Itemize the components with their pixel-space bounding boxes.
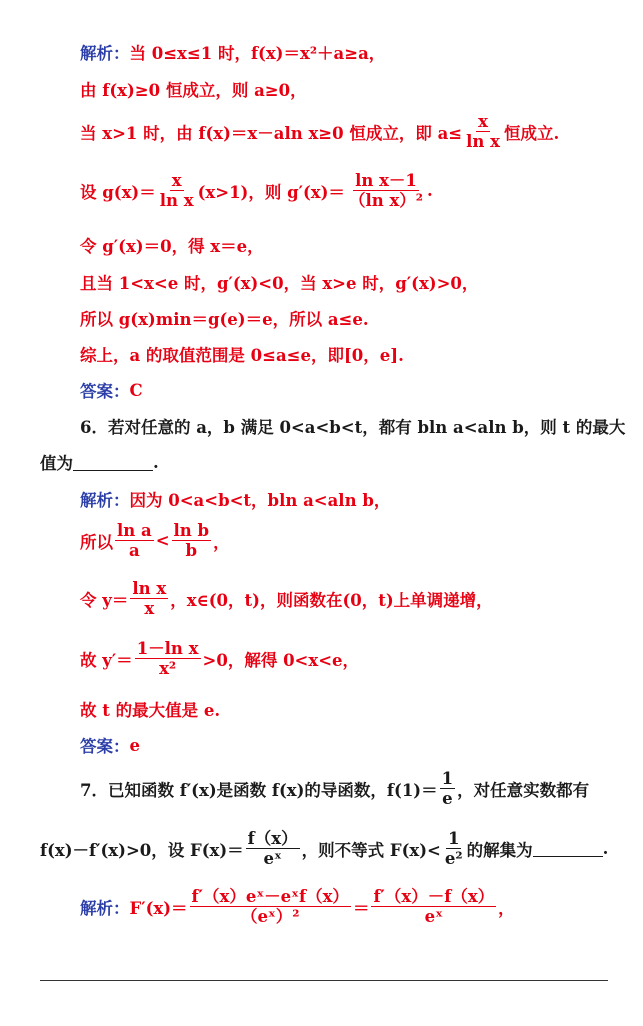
q7-sol-eq: ＝ [352, 898, 370, 918]
answer-value: e [129, 735, 140, 755]
fraction-denominator: b [185, 541, 198, 561]
q6-text-2: 值为 [40, 454, 73, 473]
q5-solution-line-5 [80, 233, 264, 257]
q7-sol-text-1a: F′(x)＝ [129, 898, 188, 918]
q6-question-line-1 [80, 414, 625, 438]
q7-solution-line-1 [80, 888, 515, 926]
fraction [371, 888, 496, 926]
fraction-numerator: ln x [132, 579, 167, 598]
fraction-denominator: eˣ [263, 849, 282, 869]
q6-sol-text-2mid: < [155, 531, 170, 551]
fraction-numerator: f′（x）eˣ－eˣf（x） [191, 887, 349, 906]
q6-sol-text-4a: 故 y′＝ [80, 650, 133, 670]
fraction-numerator: x [171, 171, 182, 190]
page-footer-rule [40, 980, 608, 981]
answer-value: C [129, 380, 143, 400]
q5-solution-line-4 [80, 172, 433, 210]
q5-solution-line-8 [80, 342, 404, 366]
fraction-denominator: eˣ [424, 907, 443, 927]
q5-sol-text-4a: 设 g(x)＝ [80, 182, 156, 202]
q5-solution-line-2 [80, 77, 307, 101]
answer-blank [533, 840, 603, 857]
q6-sol-text-1: 因为 0<a<b<t，bln a<aln b， [129, 491, 391, 510]
q6-question-line-2 [40, 450, 159, 474]
fraction-numerator: f（x） [247, 829, 298, 848]
q5-sol-text-1: 当 0≤x≤1 时，f(x)＝x²＋a≥a， [129, 44, 386, 63]
fraction-denominator: e [442, 789, 453, 809]
fraction [347, 172, 425, 210]
q5-sol-text-4c: . [427, 181, 433, 201]
fraction [246, 830, 300, 868]
q6-sol-text-5: 故 t 的最大值是 e. [80, 701, 221, 720]
q6-sol-text-2b: ， [213, 532, 230, 552]
q7-question-line-1 [80, 770, 589, 808]
fraction [440, 770, 455, 808]
q6-text-1: 6．若对任意的 a，b 满足 0<a<b<t，都有 bln a<aln b，则 t 的最大 [80, 418, 626, 437]
q6-sol-text-2a: 所以 [80, 532, 113, 552]
fraction [464, 113, 502, 151]
q5-sol-text-3b: 恒成立. [503, 123, 560, 143]
solution-label: 解析： [80, 44, 130, 63]
answer-label: 答案： [80, 737, 130, 756]
fraction [135, 640, 201, 678]
q5-answer [80, 378, 143, 402]
q6-sol-text-4b: >0，解得 0<x<e， [202, 650, 360, 670]
fraction-numerator: 1 [441, 769, 454, 788]
answer-label: 答案： [80, 382, 130, 401]
q5-solution-line-3 [80, 113, 559, 151]
q5-sol-text-2: 由 f(x)≥0 恒成立，则 a≥0， [80, 81, 307, 100]
q7-text-1a: 7．已知函数 f′(x)是函数 f(x)的导函数，f(1)＝ [80, 780, 438, 800]
fraction-denominator: e² [444, 849, 463, 869]
q5-sol-text-6: 且当 1<x<e 时，g′(x)<0，当 x>e 时，g′(x)>0， [80, 274, 479, 293]
q6-sol-text-3b: ，x∈(0，t)，则函数在(0，t)上单调递增， [170, 590, 493, 610]
q5-sol-text-3a: 当 x>1 时，由 f(x)＝x－aln x≥0 恒成立，即 a≤ [80, 123, 463, 143]
q6-solution-line-3 [80, 580, 493, 618]
fraction-denominator: ln x [466, 132, 500, 152]
q6-sol-text-3a: 令 y＝ [80, 590, 129, 610]
q7-text-2c: 的解集为 [466, 840, 533, 860]
fraction-denominator: x [144, 599, 155, 619]
q6-answer [80, 733, 140, 757]
q7-text-1b: ，对任意实数都有 [457, 780, 590, 800]
solution-label: 解析： [80, 898, 130, 918]
fraction-numerator: 1－ln x [136, 639, 199, 658]
fraction-denominator: ln x [159, 191, 194, 211]
fraction [172, 522, 212, 560]
q5-sol-text-8: 综上，a 的取值范围是 0≤a≤e，即[0，e]. [80, 346, 404, 365]
q5-sol-text-5: 令 g′(x)＝0，得 x＝e， [80, 237, 264, 256]
q6-solution-line-1 [80, 487, 390, 511]
solution-label: 解析： [80, 491, 130, 510]
q5-solution-line-7 [80, 306, 369, 330]
q7-text-2b: ，则不等式 F(x)< [301, 840, 441, 860]
q7-sol-text-1b: ， [498, 898, 515, 918]
fraction [158, 172, 196, 210]
fraction [443, 830, 465, 868]
q5-sol-text-4b: (x>1)，则 g′(x)＝ [197, 182, 345, 202]
q6-solution-line-5 [80, 697, 220, 721]
fraction-denominator: （ln x）² [348, 191, 424, 211]
q7-text-2a: f(x)－f′(x)>0，设 F(x)＝ [40, 840, 244, 860]
q5-solution-line-6 [80, 270, 478, 294]
fraction-numerator: ln x－1 [355, 171, 417, 190]
fraction-numerator: f′（x）－f（x） [373, 887, 495, 906]
fraction-numerator: 1 [447, 829, 460, 848]
q5-sol-text-7: 所以 g(x)min＝g(e)＝e，所以 a≤e. [80, 310, 369, 329]
q6-solution-line-2 [80, 522, 230, 560]
q6-solution-line-4 [80, 640, 359, 678]
fraction-denominator: a [129, 541, 140, 561]
fraction-numerator: x [478, 112, 488, 131]
fraction-denominator: （eˣ）² [240, 907, 300, 927]
fraction-denominator: x² [159, 659, 177, 679]
fraction [130, 580, 168, 618]
fraction-numerator: ln b [173, 521, 210, 540]
fraction [190, 888, 351, 926]
q7-text-2-end: . [602, 839, 609, 859]
fraction-numerator: ln a [117, 521, 152, 540]
q7-question-line-2 [40, 830, 608, 868]
fraction [115, 522, 154, 560]
q6-text-2-end: . [153, 452, 159, 472]
q5-solution-line-1 [80, 40, 385, 64]
answer-blank [73, 454, 153, 471]
